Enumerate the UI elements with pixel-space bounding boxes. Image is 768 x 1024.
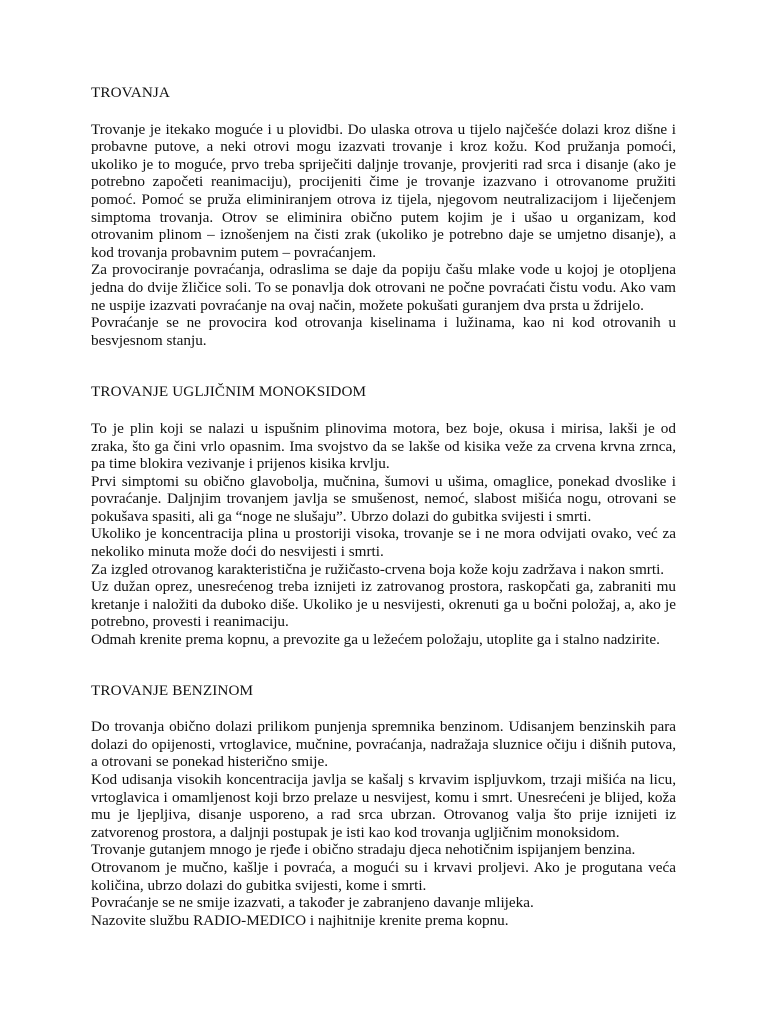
paragraph: Povraćanje se ne smije izazvati, a također je zabranjeno davanje mlijeka. <box>91 894 534 912</box>
paragraph: Otrovanom je mučno, kašlje i povraća, a mogući su i krvavi proljevi. Ako je progutana veća količina, ubrzo dolazi do gubitka svijesti, kome i smrti. <box>91 858 676 894</box>
paragraph: Odmah krenite prema kopnu, a prevozite ga u ležećem položaju, utoplite ga i stalno nadzirite. <box>91 631 660 649</box>
paragraph: Za provociranje povraćanja, odraslima se daje da popiju čašu mlake vode u kojoj je otopljena jedna do dvije žličice soli. To se ponavlja dok otrovani ne počne povraćati čistu vodu. Ako vam ne uspije izazvati povraćanje na ovaj način, možete pokušati guranjem dva prsta u ždrijelo. <box>91 261 676 314</box>
section-benzine-poisoning <box>91 682 676 930</box>
paragraph: Za izgled otrovanog karakteristična je ružičasto-crvena boja kože koju zadržava i nakon smrti. <box>91 560 665 578</box>
paragraph: Ukoliko je koncentracija plina u prostoriji visoka, trovanje se i ne mora odvijati ovako, već za nekoliko minuta može doći do nesvijesti i smrti. <box>91 525 676 561</box>
document-page <box>91 84 676 929</box>
paragraph: Kod udisanja visokih koncentracija javlja se kašalj s krvavim ispljuvkom, trzaji mišića na licu, vrtoglavica i omamljenost koji brzo prelaze u nesvijest, komu i smrt. Unesrećeni je blijed, koža mu je ljepljiva, disanje usporeno, a rad srca ubrzan. Otrovanog valja što prije iznijeti iz zatvorenog prostora, a daljnji postupak je isti kao kod trovanja ugljičnim monoksidom. <box>91 771 676 841</box>
paragraph: Nazovite službu RADIO-MEDICO i najhitnije krenite prema kopnu. <box>91 911 509 929</box>
paragraph: Do trovanja obično dolazi prilikom punjenja spremnika benzinom. Udisanjem benzinskih para dolazi do opijenosti, vrtoglavice, mučnine, povraćanja, nadražaja sluznice očiju i dišnih putova, a otrovani se ponekad histerično smije. <box>91 718 676 771</box>
paragraph: Prvi simptomi su obično glavobolja, mučnina, šumovi u ušima, omaglice, ponekad dvoslike i povraćanje. Daljnjim trovanjem javlja se smušenost, nemoć, slabost mišića nogu, otrovani se pokušava spasiti, ali ga “noge ne slušaju”. Ubrzo dolazi do gubitka svijesti i smrti. <box>91 472 676 525</box>
paragraph: Povraćanje se ne provocira kod otrovanja kiselinama i lužinama, kao ni kod otrovanih u besvjesnom stanju. <box>91 314 676 349</box>
section-co-poisoning <box>91 383 676 648</box>
section-heading: TROVANJE UGLJIČNIM MONOKSIDOM <box>91 383 367 401</box>
paragraph: Trovanje je itekako moguće i u plovidbi. Do ulaska otrova u tijelo najčešće dolazi kroz dišne i probavne putove, a neki otrovi mogu izazvati trovanje i kroz kožu. Kod pružanja pomoći, ukoliko je to moguće, prvo treba spriječiti daljnje trovanje, provjeriti rad srca i disanje (ako je potrebno započeti reanimaciju), procijeniti čime je trovanje izazvano i otrovanome pružiti pomoć. Pomoć se pruža eliminiranjem otrova iz tijela, njegovom neutralizacijom i liječenjem simptoma trovanja. Otrov se eliminira obično putem kojim je i ušao u organizam, kod otrovanim plinom – iznošenjem na čisti zrak (ukoliko je potrebno daje se umjetno disanje), a kod trovanja probavnim putem – povraćanjem. <box>91 120 676 261</box>
section-trovanja <box>91 84 676 349</box>
paragraph: Uz dužan oprez, unesrećenog treba iznijeti iz zatrovanog prostora, raskopčati ga, zabraniti mu kretanje i naložiti da duboko diše. Ukoliko je u nesvijesti, okrenuti ga u bočni položaj, a, ako je potrebno, provesti i reanimaciju. <box>91 578 676 631</box>
paragraph: Trovanje gutanjem mnogo je rjeđe i obično stradaju djeca nehotičnim ispijanjem benzina. <box>91 841 636 859</box>
section-heading: TROVANJE BENZINOM <box>91 681 254 699</box>
section-heading: TROVANJA <box>91 84 170 101</box>
paragraph: To je plin koji se nalazi u ispušnim plinovima motora, bez boje, okusa i mirisa, lakši je od zraka, što ga čini vrlo opasnim. Ima svojstvo da se lakše od kisika veže za crvena krvna zrnca, pa time blokira vezivanje i prijenos kisika krvlju. <box>91 419 676 473</box>
